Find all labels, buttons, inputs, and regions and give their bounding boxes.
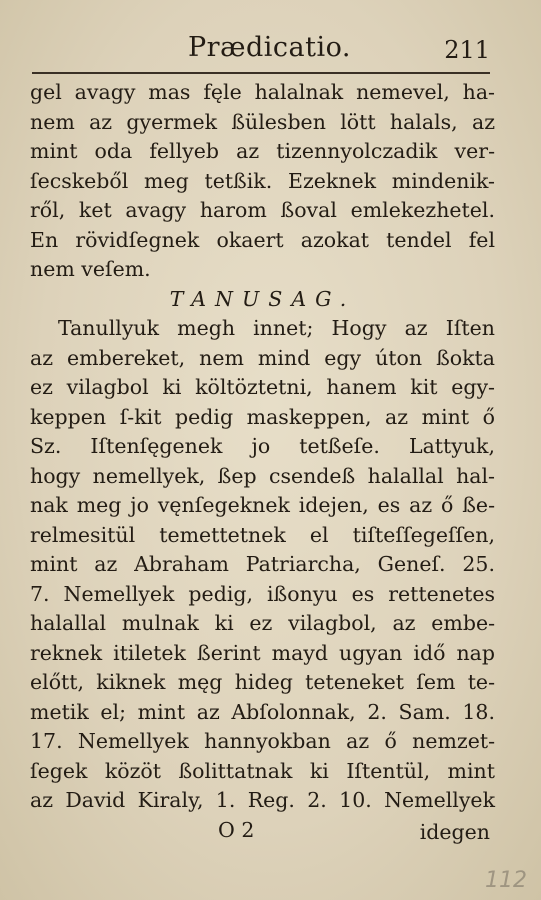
- text-line: ez vilagbol ki költöztetni, hanem kit egy-: [30, 375, 495, 399]
- text-line: metik el; mint az Abſolonnak, 2. Sam. 18.: [30, 699, 495, 724]
- header-rule: [32, 72, 490, 74]
- text-block: [30, 78, 495, 816]
- text-line: Sz. Iſtenſęgenek jo tetßeſe. Lattyuk,: [30, 434, 495, 458]
- section-heading: TANUSAG.: [169, 286, 356, 311]
- text-line: nem az gyermek ßülesben lött halals, az: [30, 109, 495, 134]
- signature-mark: O 2: [218, 818, 255, 842]
- text-line: előtt, kiknek męg hideg teteneket ſem te-: [30, 670, 495, 694]
- text-line: ről, ket avagy harom ßoval emlekezhetel.: [30, 198, 495, 222]
- text-line: az David Kiraly, 1. Reg. 2. 10. Nemellyek: [30, 788, 495, 812]
- text-line: nem veſem.: [30, 257, 151, 281]
- text-line: relmesitül temettetnek el tiſteſſegeſſen,: [30, 522, 495, 547]
- text-line: mint az Abraham Patriarcha, Geneſ. 25.: [30, 552, 495, 576]
- text-line: 17. Nemellyek hannyokban az ő nemzet-: [30, 729, 495, 753]
- text-line: halallal mulnak ki ez vilagbol, az embe-: [30, 611, 495, 635]
- pencil-folio-mark: 112: [485, 868, 527, 893]
- catchword: idegen: [419, 820, 490, 844]
- text-line: nak meg jo vęnſegeknek idejen, es az ő ße-: [30, 493, 495, 517]
- text-line: keppen ſ-kit pedig maskeppen, az mint ő: [30, 404, 495, 429]
- running-title: Prædicatio.: [188, 32, 351, 63]
- text-line: ſecskeből meg tetßik. Ezeknek mindenik-: [30, 168, 495, 193]
- page-header: [30, 32, 490, 72]
- text-line: gel avagy mas fęle halalnak nemevel, ha-: [30, 80, 495, 104]
- text-line: mint oda fellyeb az tizennyolczadik ver-: [30, 139, 495, 163]
- page-footer: [30, 818, 490, 848]
- text-line: hogy nemellyek, ßep csendeß halallal hal-: [30, 463, 495, 488]
- text-line: 7. Nemellyek pedig, ißonyu es rettenetes: [30, 581, 495, 606]
- text-line: az embereket, nem mind egy úton ßokta: [30, 345, 495, 370]
- text-line: ſegek közöt ßolittatnak ki Iſtentül, mint: [30, 758, 495, 783]
- text-line: reknek itiletek ßerint mayd ugyan idő nap: [30, 640, 495, 665]
- page-number: 211: [444, 36, 490, 64]
- text-line: En rövidſegnek okaert azokat tendel fel: [30, 227, 495, 252]
- text-line: Tanullyuk megh innet; Hogy az Iſten: [58, 316, 495, 340]
